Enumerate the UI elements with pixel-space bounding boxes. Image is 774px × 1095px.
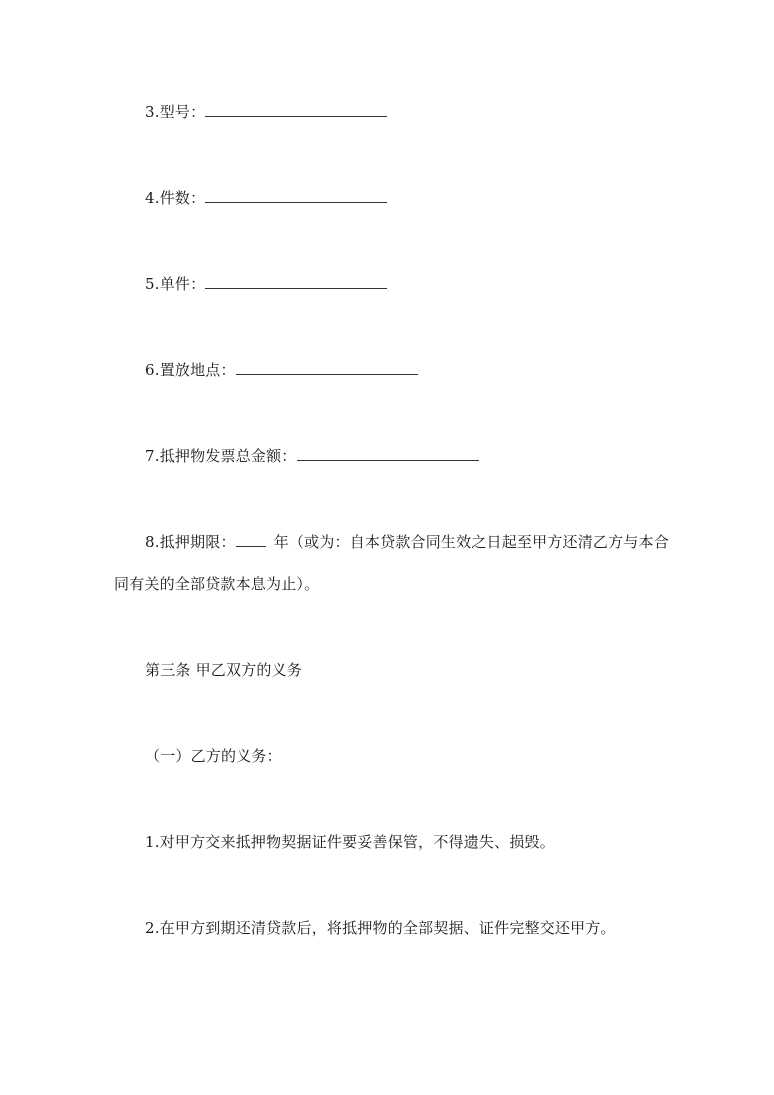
- field-model-label: 3.型号：: [145, 103, 206, 121]
- field-term-label: 8.抵押期限：: [145, 533, 236, 551]
- field-location: [145, 360, 418, 380]
- field-term-text: 年（或为：自本贷款合同生效之日起至甲方还清乙方与本合: [273, 533, 669, 551]
- field-unit-blank: [205, 274, 387, 289]
- field-term-blank: [236, 532, 266, 547]
- field-location-label: 6.置放地点：: [145, 361, 236, 379]
- field-invoice-total-label: 7.抵押物发票总金额：: [145, 447, 297, 465]
- subsection-title: （一）乙方的义务：: [145, 747, 282, 765]
- field-count-label: 4.件数：: [145, 189, 206, 207]
- field-model: [145, 102, 387, 122]
- field-model-blank: [205, 102, 387, 117]
- field-unit: [145, 274, 387, 294]
- field-invoice-total: [145, 446, 479, 466]
- field-count: [145, 188, 387, 208]
- field-term-continuation: 同有关的全部贷款本息为止）。: [114, 575, 320, 593]
- duty-item: 2.在甲方到期还清贷款后，将抵押物的全部契据、证件完整交还甲方。: [145, 919, 616, 937]
- article-title: 第三条 甲乙双方的义务: [145, 661, 302, 679]
- duty-item: 1.对甲方交来抵押物契据证件要妥善保管，不得遗失、损毁。: [145, 833, 555, 851]
- field-invoice-total-blank: [297, 446, 479, 461]
- field-unit-label: 5.单件：: [145, 275, 206, 293]
- field-term: [145, 532, 669, 552]
- field-count-blank: [205, 188, 387, 203]
- field-location-blank: [236, 360, 418, 375]
